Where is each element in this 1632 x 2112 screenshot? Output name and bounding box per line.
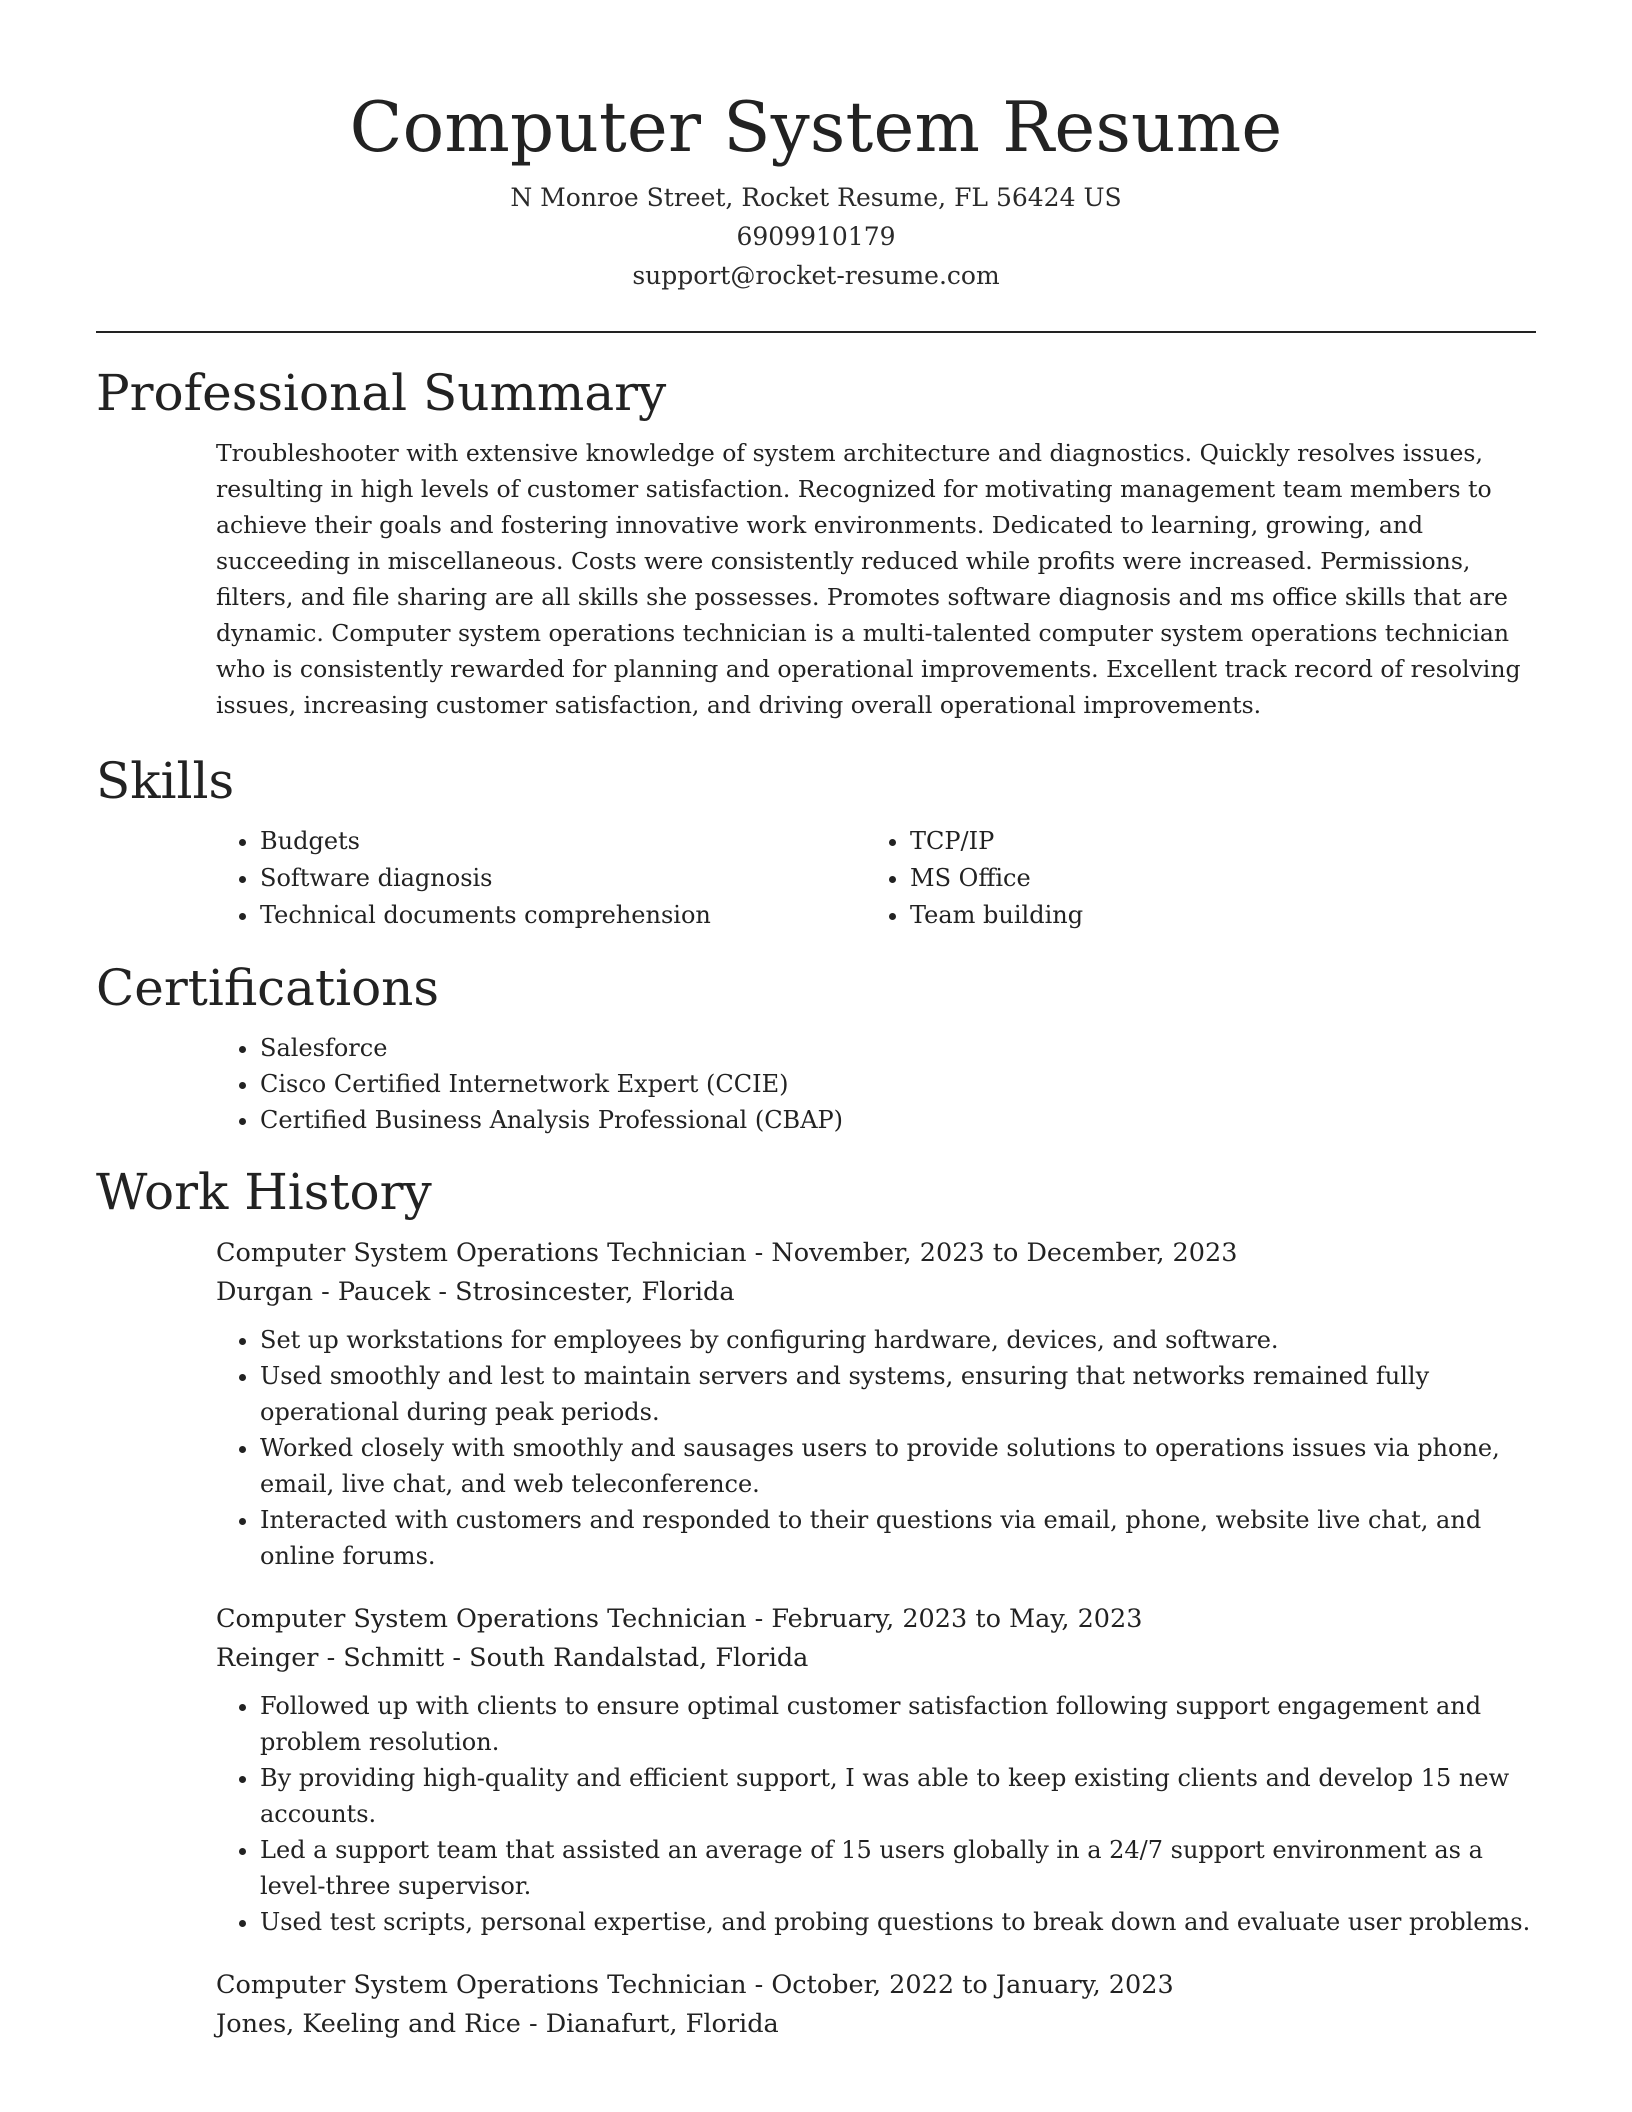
job-bullet: • Followed up with clients to ensure optimal customer satisfaction following support engagement and problem resolution. (260, 1688, 1536, 1760)
certifications-heading: Certifications (96, 959, 440, 1017)
certification-item: • Cisco Certified Internetwork Expert (CCIE) (260, 1066, 1536, 1102)
summary-heading: Professional Summary (96, 364, 667, 422)
header-divider (96, 331, 1536, 333)
job-bullet: • Set up workstations for employees by configuring hardware, devices, and software. (260, 1322, 1536, 1358)
job-bullets (216, 1322, 1536, 1574)
resume-name: Computer System Resume (349, 88, 1283, 168)
skills-section (96, 749, 1536, 934)
certifications-section (96, 956, 1536, 1138)
resume-page (96, 0, 1536, 2044)
contact-phone: 6909910179 (736, 222, 896, 251)
certification-item: • Certified Business Analysis Professional (CBAP) (260, 1102, 1536, 1138)
job-bullet: • Worked closely with smoothly and sausages users to provide solutions to operations issues via phone, email, live chat, and web teleconference. (260, 1430, 1536, 1502)
summary-section (96, 361, 1536, 723)
job-company-line: Jones, Keeling and Rice - Dianafurt, Florida (216, 2009, 779, 2039)
skill-item: • Technical documents comprehension (260, 897, 866, 934)
certification-item: • Salesforce (260, 1030, 1536, 1066)
job-entry (216, 1600, 1536, 1940)
contact-block (96, 178, 1536, 295)
contact-email: support@rocket-resume.com (632, 261, 1000, 290)
contact-address: N Monroe Street, Rocket Resume, FL 56424 US (510, 183, 1122, 212)
skills-columns (216, 823, 1536, 934)
job-bullet: • Used test scripts, personal expertise, and probing questions to break down and evaluate user problems. (260, 1904, 1536, 1940)
job-company-line: Reinger - Schmitt - South Randalstad, Florida (216, 1643, 809, 1673)
job-bullet: • Interacted with customers and responded to their questions via email, phone, website live chat, and online forums. (260, 1502, 1536, 1574)
job-bullet: • Used smoothly and lest to maintain servers and systems, ensuring that networks remained fully operational during peak periods. (260, 1358, 1536, 1430)
resume-header (96, 0, 1536, 295)
job-entry (216, 1234, 1536, 1574)
job-bullet: • By providing high-quality and efficient support, I was able to keep existing clients and develop 15 new accounts. (260, 1760, 1536, 1832)
skill-item: • Team building (910, 897, 1516, 934)
skills-list-left (216, 823, 866, 934)
skill-item: • Budgets (260, 823, 866, 860)
work-history-heading: Work History (96, 1163, 432, 1221)
summary-text: Troubleshooter with extensive knowledge of system architecture and diagnostics. Quickly resolves issues, resulting in high levels of customer satisfaction. Recognized for motivating management team members to achieve their goals and fostering innovative work environments. Dedicated to learning, growing, and succeeding in miscellaneous. Costs were consistently reduced while profits were increased. Permissions, filters, and file sharing are all skills she possesses. Promotes software diagnosis and ms office skills that are dynamic. Computer system operations technician is a multi-talented computer system operations technician who is consistently rewarded for planning and operational improvements. Excellent track record of resolving issues, increasing customer satisfaction, and driving overall operational improvements. (216, 439, 1521, 719)
skills-heading: Skills (96, 752, 235, 810)
skill-item: • MS Office (910, 860, 1516, 897)
job-company-line: Durgan - Paucek - Strosincester, Florida (216, 1277, 735, 1307)
certifications-list (216, 1030, 1536, 1138)
skill-item: • Software diagnosis (260, 860, 866, 897)
job-title-line: Computer System Operations Technician - February, 2023 to May, 2023 (216, 1604, 1143, 1634)
skill-item: • TCP/IP (910, 823, 1516, 860)
work-history-section (96, 1160, 1536, 2044)
job-title-line: Computer System Operations Technician - October, 2022 to January, 2023 (216, 1970, 1174, 2000)
job-bullets (216, 1688, 1536, 1940)
job-title-line: Computer System Operations Technician - November, 2023 to December, 2023 (216, 1238, 1238, 1268)
job-entry (216, 1966, 1536, 2044)
skills-list-right (866, 823, 1516, 934)
job-bullet: • Led a support team that assisted an average of 15 users globally in a 24/7 support environment as a level-three supervisor. (260, 1832, 1536, 1904)
